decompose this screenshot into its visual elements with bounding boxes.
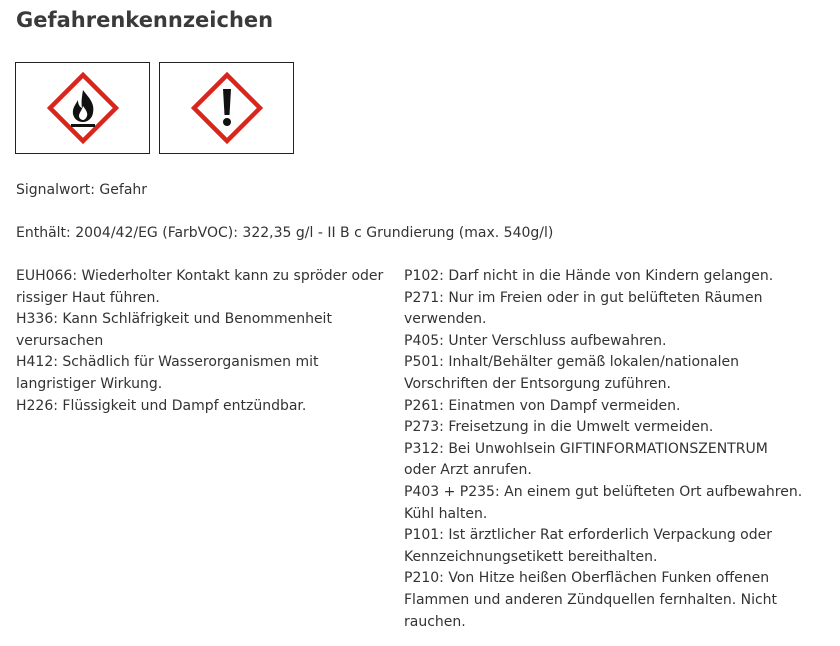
hazard-statement: EUH066: Wiederholter Kontakt kann zu spröder oder rissiger Haut führen. xyxy=(16,268,384,306)
precautionary-statement: P102: Darf nicht in die Hände von Kindern gelangen. xyxy=(404,268,774,284)
signal-word: Signalwort: Gefahr xyxy=(16,182,148,198)
hazard-statements xyxy=(16,266,386,417)
exclamation-mark-icon xyxy=(191,72,263,144)
page-title: Gefahrenkennzeichen xyxy=(16,8,274,32)
hazard-statement: H336: Kann Schläfrigkeit und Benommenheit verursachen xyxy=(16,311,332,349)
precautionary-statement: P271: Nur im Freien oder in gut belüfteten Räumen verwenden. xyxy=(404,289,763,328)
voc-content: Enthält: 2004/42/EG (FarbVOC): 322,35 g/l - II B c Grundierung (max. 540g/l) xyxy=(16,225,554,241)
precautionary-statement: P501: Inhalt/Behälter gemäß lokalen/nationalen Vorschriften der Entsorgung zuführen. xyxy=(404,354,739,392)
exclamation-pictogram xyxy=(159,62,294,154)
precautionary-statements xyxy=(404,266,804,633)
precautionary-statement: P261: Einatmen von Dampf vermeiden. xyxy=(404,397,681,414)
flame-icon xyxy=(47,72,119,144)
hazard-statement: H226: Flüssigkeit und Dampf entzündbar. xyxy=(16,397,307,414)
precautionary-statement: P403 + P235: An einem gut belüfteten Ort aufbewahren. Kühl halten. xyxy=(404,483,803,522)
flammable-pictogram xyxy=(15,62,150,154)
precautionary-statement: P405: Unter Verschluss aufbewahren. xyxy=(404,332,667,349)
precautionary-statement: P273: Freisetzung in die Umwelt vermeiden. xyxy=(404,419,714,436)
precautionary-statement: P312: Bei Unwohlsein GIFTINFORMATIONSZENTRUM oder Arzt anrufen. xyxy=(404,440,768,479)
hazard-statement: H412: Schädlich für Wasserorganismen mit langristiger Wirkung. xyxy=(16,354,319,392)
precautionary-statement: P210: Von Hitze heißen Oberflächen Funken offenen Flammen und anderen Zündquellen fernhalten. Nicht rauchen. xyxy=(404,570,778,630)
precautionary-statement: P101: Ist ärztlicher Rat erforderlich Verpackung oder Kennzeichnungsetikett bereithalten. xyxy=(404,527,773,565)
